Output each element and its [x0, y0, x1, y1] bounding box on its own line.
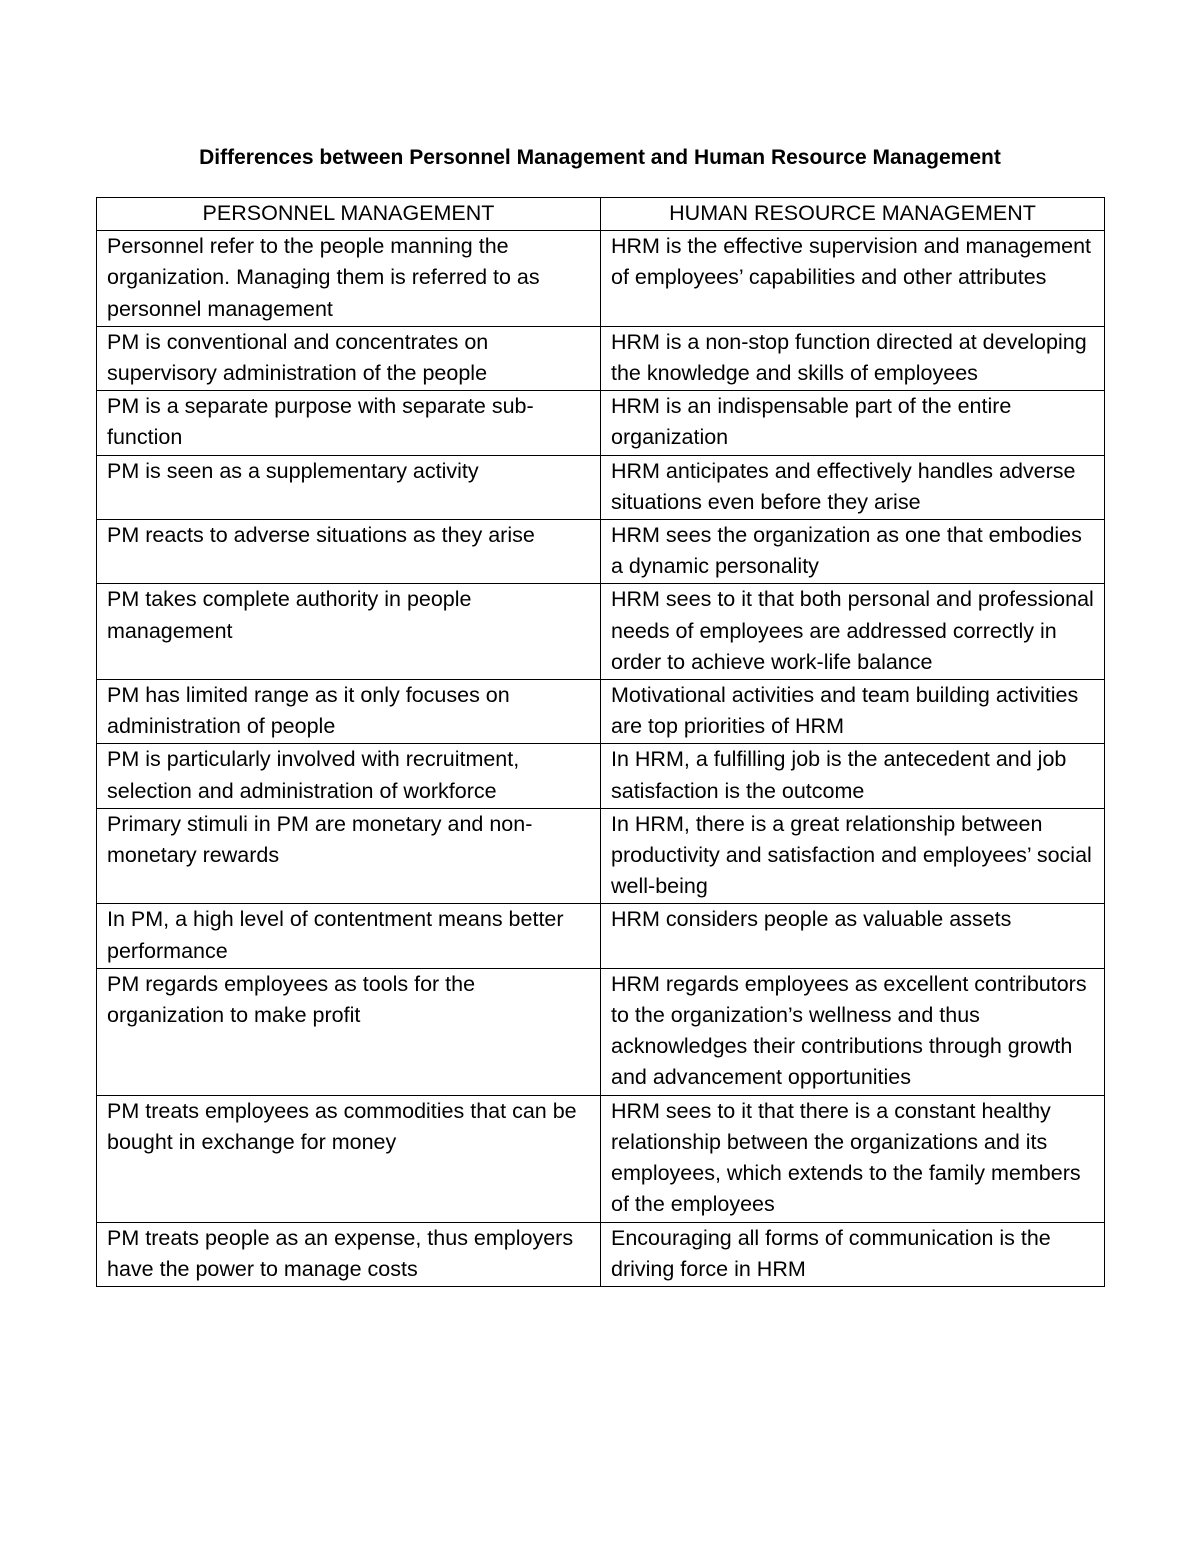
pm-cell: Primary stimuli in PM are monetary and non-monetary rewards — [97, 808, 601, 904]
table-row — [97, 808, 1105, 904]
table-row — [97, 680, 1105, 744]
hrm-cell: HRM sees to it that both personal and professional needs of employees are addressed correctly in order to achieve work-life balance — [601, 584, 1105, 680]
pm-cell: PM reacts to adverse situations as they arise — [97, 520, 601, 584]
pm-cell: In PM, a high level of contentment means better performance — [97, 904, 601, 968]
table-row — [97, 1222, 1105, 1286]
table-row — [97, 904, 1105, 968]
table-header-row — [97, 198, 1105, 231]
column-header-human-resource-management: HUMAN RESOURCE MANAGEMENT — [601, 198, 1105, 231]
pm-cell: PM is particularly involved with recruitment, selection and administration of workforce — [97, 744, 601, 808]
hrm-cell: HRM considers people as valuable assets — [601, 904, 1105, 968]
pm-cell: PM regards employees as tools for the organization to make profit — [97, 968, 601, 1095]
hrm-cell: Encouraging all forms of communication is the driving force in HRM — [601, 1222, 1105, 1286]
hrm-cell: HRM is the effective supervision and management of employees’ capabilities and other attributes — [601, 231, 1105, 327]
pm-cell: PM takes complete authority in people management — [97, 584, 601, 680]
table-row — [97, 326, 1105, 390]
hrm-cell: HRM regards employees as excellent contributors to the organization’s wellness and thus acknowledges their contributions through growth and advancement opportunities — [601, 968, 1105, 1095]
document-title: Differences between Personnel Management and Human Resource Management — [199, 146, 1001, 169]
pm-cell: PM treats people as an expense, thus employers have the power to manage costs — [97, 1222, 601, 1286]
table-row — [97, 744, 1105, 808]
pm-cell: PM is conventional and concentrates on supervisory administration of the people — [97, 326, 601, 390]
hrm-cell: HRM is a non-stop function directed at developing the knowledge and skills of employees — [601, 326, 1105, 390]
table-row — [97, 455, 1105, 519]
hrm-cell: In HRM, there is a great relationship between productivity and satisfaction and employees’ social well-being — [601, 808, 1105, 904]
pm-cell: PM is seen as a supplementary activity — [97, 455, 601, 519]
pm-cell: PM is a separate purpose with separate sub-function — [97, 391, 601, 455]
hrm-cell: In HRM, a fulfilling job is the antecedent and job satisfaction is the outcome — [601, 744, 1105, 808]
hrm-cell: Motivational activities and team building activities are top priorities of HRM — [601, 680, 1105, 744]
table-row — [97, 520, 1105, 584]
hrm-cell: HRM sees to it that there is a constant healthy relationship between the organizations and its employees, which extends to the family members of the employees — [601, 1095, 1105, 1222]
hrm-cell: HRM anticipates and effectively handles adverse situations even before they arise — [601, 455, 1105, 519]
pm-cell: Personnel refer to the people manning the organization. Managing them is referred to as personnel management — [97, 231, 601, 327]
table-row — [97, 968, 1105, 1095]
table-row — [97, 391, 1105, 455]
table-row — [97, 1095, 1105, 1222]
table-row — [97, 231, 1105, 327]
hrm-cell: HRM sees the organization as one that embodies a dynamic personality — [601, 520, 1105, 584]
column-header-personnel-management: PERSONNEL MANAGEMENT — [97, 198, 601, 231]
pm-cell: PM has limited range as it only focuses on administration of people — [97, 680, 601, 744]
hrm-cell: HRM is an indispensable part of the entire organization — [601, 391, 1105, 455]
pm-cell: PM treats employees as commodities that can be bought in exchange for money — [97, 1095, 601, 1222]
comparison-table — [96, 197, 1105, 1287]
table-row — [97, 584, 1105, 680]
